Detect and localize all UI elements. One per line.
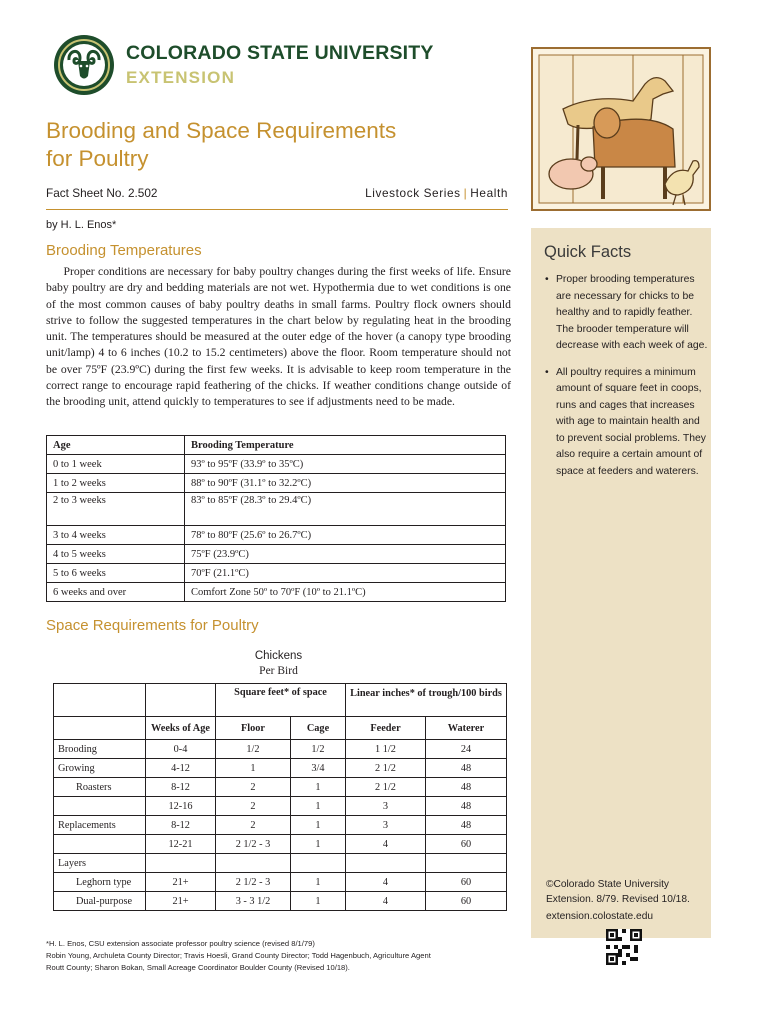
fact-sheet-number: Fact Sheet No. 2.502	[46, 186, 158, 200]
table-header-row	[47, 436, 506, 455]
temperature-cell: 78º to 80ºF (25.6º to 26.7ºC)	[185, 526, 506, 545]
age-cell: 1 to 2 weeks	[47, 474, 185, 493]
table-cell: 1/2	[291, 740, 346, 759]
age-cell: 4 to 5 weeks	[47, 545, 185, 564]
temperature-cell: Comfort Zone 50º to 70ºF (10º to 21.1ºC)	[185, 583, 506, 602]
row-label: Growing	[54, 759, 146, 778]
row-label: Layers	[54, 854, 146, 873]
table-cell: 60	[426, 835, 507, 854]
age-cell: 3 to 4 weeks	[47, 526, 185, 545]
table-cell: 60	[426, 892, 507, 911]
column-header: Brooding Temperature	[185, 436, 506, 455]
table-cell: 21+	[146, 892, 216, 911]
row-label: Brooding	[54, 740, 146, 759]
table-cell: 1	[291, 835, 346, 854]
table-cell: 48	[426, 759, 507, 778]
table-cell: 48	[426, 778, 507, 797]
table-cell: 3	[346, 816, 426, 835]
table-cell: 48	[426, 816, 507, 835]
series-name: Livestock Series	[365, 186, 461, 200]
series-divider: |	[463, 186, 468, 200]
extension-url[interactable]: extension.colostate.edu	[546, 911, 654, 922]
brooding-text: Proper conditions are necessary for baby poultry changes during the first weeks of life. Ensure baby poultry are dry and bedding materials are not wet. Hypothermia due to wet conditions is one of the most common causes of baby poultry deaths in small farms. Poultry flock owners should strive to follow the suggested temperatures in the chart below by regulating heat in the brooding unit. The temperatures should be measured at the outer edge of the hover (a canopy type brooding unit/lamp) 4 to 6 inches (10.2 to 15.2 centimeters) above the floor. Room temperature should not be over 75ºF (23.9ºC) during the first few weeks. It is advisable to keep room temperature in the correct range to encourage rapid feathering of the chicks. If weather conditions change outside of the brooding unit, attend quickly to temperatures to see if adjustments need to be made.	[46, 265, 511, 409]
footnotes	[46, 938, 516, 975]
table-cell	[426, 854, 507, 873]
group-header: Square feet* of space	[216, 684, 346, 717]
row-label: Dual-purpose	[54, 892, 146, 911]
quick-facts-title: Quick Facts	[544, 243, 632, 261]
table-cell: 2 1/2	[346, 759, 426, 778]
qr-code-icon[interactable]	[606, 929, 642, 965]
table-cell: 24	[426, 740, 507, 759]
table-cell: 12-16	[146, 797, 216, 816]
table-cell: 60	[426, 873, 507, 892]
table-cell: 3 - 3 1/2	[216, 892, 291, 911]
title-line-2: for Poultry	[46, 146, 149, 171]
table-row	[47, 545, 506, 564]
table-row	[54, 759, 507, 778]
table-cell: 4-12	[146, 759, 216, 778]
table-cell: 4	[346, 892, 426, 911]
table-row	[54, 892, 507, 911]
column-header: Waterer	[426, 717, 507, 740]
table-cell: 2 1/2	[346, 778, 426, 797]
column-header: Feeder	[346, 717, 426, 740]
table-cell	[346, 854, 426, 873]
table-cell: 1	[291, 778, 346, 797]
space-heading: Space Requirements for Poultry	[46, 617, 259, 634]
temperature-cell: 75ºF (23.9ºC)	[185, 545, 506, 564]
table-row	[47, 455, 506, 474]
temperature-cell: 70ºF (21.1ºC)	[185, 564, 506, 583]
csu-ram-logo	[53, 34, 115, 96]
age-cell: 5 to 6 weeks	[47, 564, 185, 583]
footnote-line: *H. L. Enos, CSU extension associate professor poultry science (revised 8/1/79)	[46, 939, 315, 948]
table-cell: 1/2	[216, 740, 291, 759]
table-row	[54, 816, 507, 835]
table-cell: 1	[291, 873, 346, 892]
table-cell: 21+	[146, 873, 216, 892]
table-cell	[291, 854, 346, 873]
row-label: Roasters	[54, 778, 146, 797]
table-cell: 2 1/2 - 3	[216, 873, 291, 892]
space-requirements-table	[53, 683, 507, 911]
brooding-paragraph	[46, 264, 511, 411]
table-cell: 2	[216, 797, 291, 816]
age-cell: 6 weeks and over	[47, 583, 185, 602]
temperature-cell: 88º to 90ºF (31.1º to 32.2ºC)	[185, 474, 506, 493]
empty-cell	[146, 684, 216, 717]
table-cell: 8-12	[146, 778, 216, 797]
table-cell: 3	[346, 797, 426, 816]
table-row	[54, 778, 507, 797]
table-cell: 1 1/2	[346, 740, 426, 759]
byline: by H. L. Enos*	[46, 219, 117, 231]
extension-label: EXTENSION	[126, 68, 236, 87]
table-header-row	[54, 717, 507, 740]
age-cell: 2 to 3 weeks	[47, 493, 185, 526]
table-cell: 1	[291, 892, 346, 911]
table-row	[54, 797, 507, 816]
table-row	[54, 740, 507, 759]
group-header-row	[54, 684, 507, 717]
empty-cell	[54, 717, 146, 740]
table-cell: 2	[216, 816, 291, 835]
empty-cell	[54, 684, 146, 717]
page-title	[46, 117, 396, 173]
column-header: Weeks of Age	[146, 717, 216, 740]
table-row	[47, 583, 506, 602]
table-row	[47, 474, 506, 493]
table-cell: 1	[291, 797, 346, 816]
table-cell	[146, 854, 216, 873]
footnote-line: Robin Young, Archuleta County Director; Travis Hoesli, Grand County Director; Todd Hagenbuch, Agriculture Agent	[46, 951, 431, 961]
quick-fact-item: • Proper brooding temperatures are necessary for chicks to be healthy and to rapidly feather. The brooder temperature will decrease with each week of age.	[543, 272, 708, 355]
farm-animals-illustration	[531, 47, 711, 211]
table-row	[47, 526, 506, 545]
table-cell: 1	[291, 816, 346, 835]
row-label: Leghorn type	[54, 873, 146, 892]
table-cell: 12-21	[146, 835, 216, 854]
meta-row	[46, 186, 508, 206]
table-cell: 0-4	[146, 740, 216, 759]
header-rule	[46, 209, 508, 210]
age-cell: 0 to 1 week	[47, 455, 185, 474]
table-row	[54, 835, 507, 854]
group-header: Linear inches* of trough/100 birds	[346, 684, 507, 717]
table-cell: 4	[346, 835, 426, 854]
university-name: COLORADO STATE UNIVERSITY	[126, 42, 434, 64]
table-row	[47, 493, 506, 526]
row-label: Replacements	[54, 816, 146, 835]
table-row	[54, 854, 507, 873]
temperature-cell: 83º to 85ºF (28.3º to 29.4ºC)	[185, 493, 506, 526]
chickens-table-title: Chickens	[254, 650, 303, 662]
series-topic: Health	[470, 186, 508, 200]
quick-fact-item: • All poultry requires a minimum amount of square feet in coops, runs and cages that increases with age to maintain health and to prevent social problems. They also require a certain amount of space at feeders and waterers.	[543, 365, 708, 481]
table-cell	[216, 854, 291, 873]
table-cell: 48	[426, 797, 507, 816]
quick-facts-list	[543, 272, 708, 490]
table-cell: 2	[216, 778, 291, 797]
temperature-cell: 93º to 95ºF (33.9º to 35ºC)	[185, 455, 506, 474]
table-cell: 2 1/2 - 3	[216, 835, 291, 854]
table-cell: 3/4	[291, 759, 346, 778]
table-cell: 8-12	[146, 816, 216, 835]
column-header: Cage	[291, 717, 346, 740]
brooding-heading: Brooding Temperatures	[46, 242, 202, 259]
copyright-note: ©Colorado State University Extension. 8/79. Revised 10/18.	[546, 879, 690, 905]
title-line-1: Brooding and Space Requirements	[46, 118, 397, 143]
column-header: Age	[47, 436, 185, 455]
series-label	[365, 186, 508, 200]
column-header: Floor	[216, 717, 291, 740]
row-label	[54, 797, 146, 816]
table-row	[47, 564, 506, 583]
table-row	[54, 873, 507, 892]
chickens-table-subtitle: Per Bird	[259, 665, 298, 677]
row-label	[54, 835, 146, 854]
brooding-temperature-table	[46, 435, 506, 602]
table-cell: 1	[216, 759, 291, 778]
footnote-line: Routt County; Sharon Bokan, Small Acreage Coordinator Boulder County (Revised 10/18).	[46, 963, 350, 973]
table-cell: 4	[346, 873, 426, 892]
